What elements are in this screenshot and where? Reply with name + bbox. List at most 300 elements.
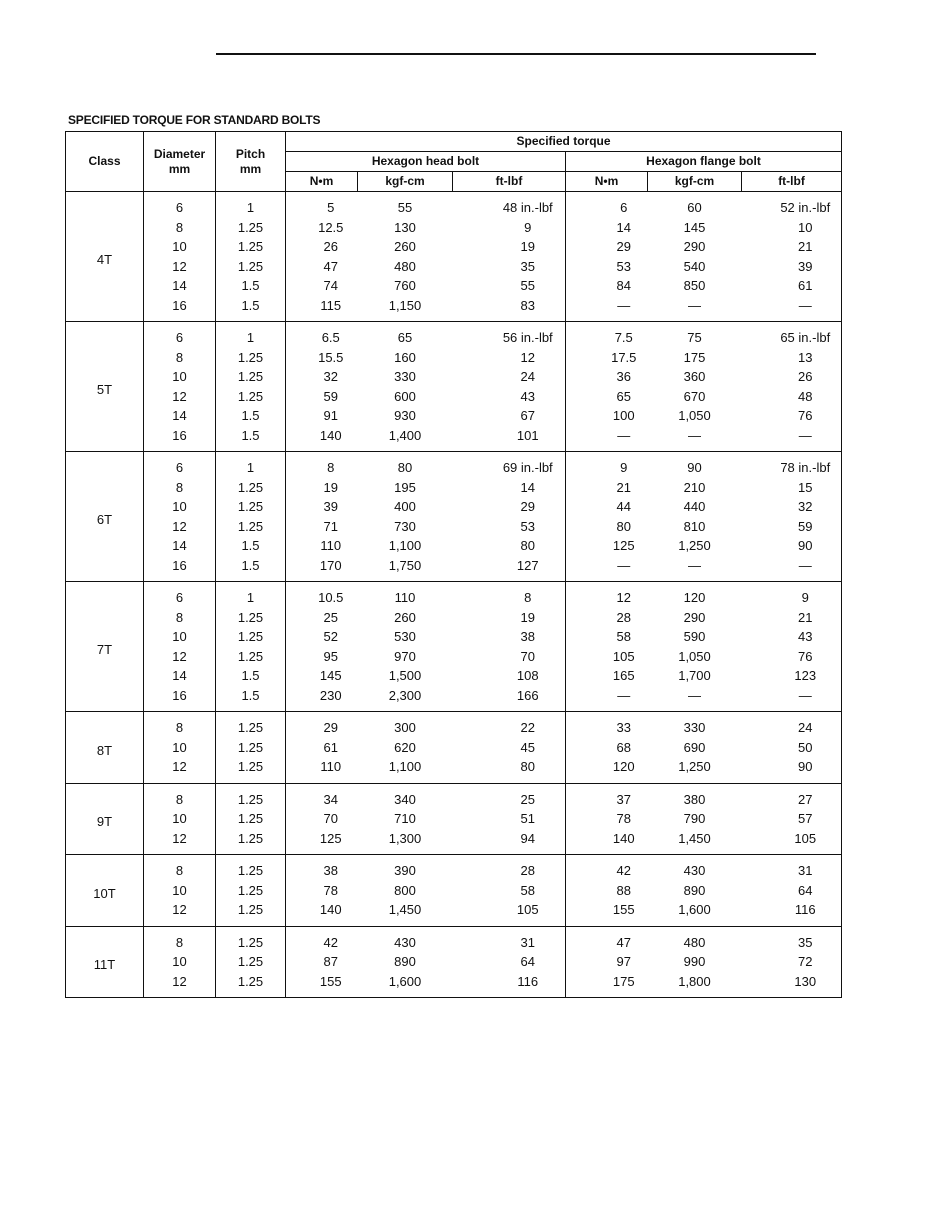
table-row xyxy=(66,426,842,452)
flange-nm-cell: 165 xyxy=(566,666,648,686)
head-kgf-cell: 300 xyxy=(394,720,416,735)
pitch-cell: 1.25 xyxy=(216,237,286,257)
head-kgf-cell: 710 xyxy=(394,811,416,826)
head-kgf-cell: 730 xyxy=(394,518,416,534)
head-kgf-cell: 55 xyxy=(397,200,413,215)
header-head-ftlbf: ft-lbf xyxy=(453,172,566,192)
table-row xyxy=(66,608,842,628)
pitch-cell: 1.25 xyxy=(216,627,286,647)
head-kgf-cell: 890 xyxy=(394,954,416,969)
flange-ftlbf-cell: 10 xyxy=(742,218,842,238)
pitch-cell: 1.25 xyxy=(216,712,286,738)
diameter-cell: 12 xyxy=(144,829,216,855)
flange-nm-cell: 88 xyxy=(566,881,648,901)
flange-ftlbf-cell: 59 xyxy=(742,517,842,537)
head-kgf-cell: 430 xyxy=(394,934,416,950)
head-nm-cell: 34 xyxy=(286,783,358,809)
flange-kgf-cell: 1,050 xyxy=(678,408,711,423)
head-kgf-cell: 1,500 xyxy=(388,668,422,683)
head-kgf-cell: 1,450 xyxy=(388,902,422,917)
diameter-cell: 16 xyxy=(144,556,216,582)
head-ftlbf-cell: 28 xyxy=(453,855,566,881)
pitch-cell: 1.5 xyxy=(216,276,286,296)
head-ftlbf-cell: 38 xyxy=(453,627,566,647)
head-nm-cell: 170 xyxy=(286,556,358,582)
table-row xyxy=(66,322,842,348)
class-cell: 6T xyxy=(66,452,144,582)
class-group-11t xyxy=(66,926,842,998)
diameter-cell: 8 xyxy=(144,926,216,952)
diameter-cell: 12 xyxy=(144,517,216,537)
head-kgf-cell: 620 xyxy=(394,739,416,755)
flange-ftlbf-cell: 90 xyxy=(742,536,842,556)
flange-ftlbf-cell: 90 xyxy=(742,757,842,783)
head-ftlbf-cell: 94 xyxy=(453,829,566,855)
head-nm-cell: 29 xyxy=(286,712,358,738)
header-flange-kgf: kgf-cm xyxy=(648,172,742,192)
table-row xyxy=(66,452,842,478)
pitch-cell: 1.25 xyxy=(216,348,286,368)
head-kgf-cell: 530 xyxy=(394,629,416,644)
head-nm-cell: 42 xyxy=(286,926,358,952)
flange-ftlbf-cell: 52 in.-lbf xyxy=(742,192,842,218)
pitch-cell: 1.25 xyxy=(216,478,286,498)
pitch-cell: 1.5 xyxy=(216,406,286,426)
flange-nm-cell: 65 xyxy=(566,387,648,407)
head-kgf-cell: 800 xyxy=(394,882,416,898)
flange-kgf-cell: 75 xyxy=(687,330,702,345)
head-kgf-cell: 1,100 xyxy=(388,759,422,774)
flange-ftlbf-cell: 32 xyxy=(742,497,842,517)
head-ftlbf-cell: 56 in.-lbf xyxy=(453,322,566,348)
flange-ftlbf-cell: 64 xyxy=(742,881,842,901)
header-head-kgf: kgf-cm xyxy=(358,172,453,192)
flange-kgf-cell: 1,800 xyxy=(678,973,711,989)
table-row xyxy=(66,952,842,972)
head-ftlbf-cell: 22 xyxy=(453,712,566,738)
header-class: Class xyxy=(66,132,144,192)
class-cell: 4T xyxy=(66,192,144,322)
head-ftlbf-cell: 83 xyxy=(453,296,566,322)
head-ftlbf-cell: 51 xyxy=(453,809,566,829)
table-row xyxy=(66,237,842,257)
flange-nm-cell: 53 xyxy=(566,257,648,277)
head-nm-cell: 25 xyxy=(286,608,358,628)
head-kgf-cell: 130 xyxy=(394,219,416,235)
diameter-cell: 8 xyxy=(144,218,216,238)
header-specified-torque: Specified torque xyxy=(286,132,842,152)
pitch-cell: 1.25 xyxy=(216,738,286,758)
flange-kgf-cell: 990 xyxy=(683,954,706,969)
flange-ftlbf-cell: — xyxy=(742,296,842,322)
flange-ftlbf-cell: 65 in.-lbf xyxy=(742,322,842,348)
head-kgf-cell: 110 xyxy=(394,590,416,605)
flange-ftlbf-cell: — xyxy=(742,556,842,582)
diameter-cell: 10 xyxy=(144,738,216,758)
header-pitch-label: Pitch xyxy=(235,146,266,161)
header-pitch xyxy=(216,132,286,192)
flange-nm-cell: 14 xyxy=(566,218,648,238)
flange-nm-cell: 100 xyxy=(566,406,648,426)
head-nm-cell: 52 xyxy=(286,627,358,647)
flange-ftlbf-cell: 13 xyxy=(742,348,842,368)
head-ftlbf-cell: 19 xyxy=(453,608,566,628)
pitch-cell: 1.25 xyxy=(216,757,286,783)
flange-kgf-cell: 690 xyxy=(683,739,706,755)
pitch-cell: 1.5 xyxy=(216,556,286,582)
flange-kgf-cell: 145 xyxy=(683,219,706,235)
diameter-cell: 8 xyxy=(144,712,216,738)
pitch-cell: 1.5 xyxy=(216,426,286,452)
head-nm-cell: 230 xyxy=(286,686,358,712)
head-kgf-cell: 330 xyxy=(394,369,416,384)
flange-ftlbf-cell: 9 xyxy=(742,582,842,608)
head-ftlbf-cell: 101 xyxy=(453,426,566,452)
pitch-cell: 1.25 xyxy=(216,809,286,829)
head-nm-cell: 74 xyxy=(286,276,358,296)
head-ftlbf-cell: 14 xyxy=(453,478,566,498)
pitch-cell: 1.5 xyxy=(216,296,286,322)
head-kgf-cell: 1,300 xyxy=(388,830,422,846)
flange-kgf-cell: 360 xyxy=(683,369,706,384)
head-nm-cell: 140 xyxy=(286,900,358,926)
head-nm-cell: 78 xyxy=(286,881,358,901)
flange-ftlbf-cell: 76 xyxy=(742,406,842,426)
head-nm-cell: 5 xyxy=(286,192,358,218)
flange-nm-cell: — xyxy=(566,426,648,452)
head-nm-cell: 155 xyxy=(286,972,358,998)
head-nm-cell: 12.5 xyxy=(286,218,358,238)
diameter-cell: 10 xyxy=(144,627,216,647)
head-nm-cell: 26 xyxy=(286,237,358,257)
flange-nm-cell: 33 xyxy=(566,712,648,738)
header-hex-flange-bolt: Hexagon flange bolt xyxy=(566,152,842,172)
head-kgf-cell: 195 xyxy=(394,479,416,495)
flange-ftlbf-cell: 21 xyxy=(742,237,842,257)
flange-kgf-cell: 1,700 xyxy=(678,668,711,683)
class-group-5t xyxy=(66,322,842,452)
flange-kgf-cell: 670 xyxy=(683,388,706,404)
diameter-cell: 8 xyxy=(144,478,216,498)
head-nm-cell: 19 xyxy=(286,478,358,498)
flange-nm-cell: 37 xyxy=(566,783,648,809)
pitch-cell: 1 xyxy=(216,322,286,348)
head-ftlbf-cell: 8 xyxy=(453,582,566,608)
table-row xyxy=(66,192,842,218)
flange-kgf-cell: 850 xyxy=(683,278,706,293)
head-ftlbf-cell: 29 xyxy=(453,497,566,517)
flange-ftlbf-cell: 72 xyxy=(742,952,842,972)
head-nm-cell: 71 xyxy=(286,517,358,537)
table-row xyxy=(66,855,842,881)
page-title: SPECIFIED TORQUE FOR STANDARD BOLTS xyxy=(68,113,321,127)
table-row xyxy=(66,257,842,277)
diameter-cell: 8 xyxy=(144,855,216,881)
diameter-cell: 8 xyxy=(144,608,216,628)
flange-kgf-cell: 330 xyxy=(683,720,706,735)
table-row xyxy=(66,556,842,582)
head-kgf-cell: 65 xyxy=(397,330,413,345)
flange-kgf-cell: 480 xyxy=(683,934,706,950)
class-group-7t xyxy=(66,582,842,712)
flange-nm-cell: 140 xyxy=(566,829,648,855)
table-row xyxy=(66,387,842,407)
flange-kgf-cell: 60 xyxy=(687,200,702,215)
head-kgf-cell: 260 xyxy=(394,239,416,254)
head-kgf-cell: 160 xyxy=(394,349,416,365)
pitch-cell: 1.25 xyxy=(216,497,286,517)
table-row xyxy=(66,406,842,426)
pitch-cell: 1.25 xyxy=(216,517,286,537)
diameter-cell: 16 xyxy=(144,426,216,452)
flange-kgf-cell: 440 xyxy=(683,499,706,514)
head-ftlbf-cell: 108 xyxy=(453,666,566,686)
pitch-cell: 1 xyxy=(216,582,286,608)
table-row xyxy=(66,348,842,368)
pitch-cell: 1.25 xyxy=(216,900,286,926)
header-diameter-unit: mm xyxy=(168,161,191,176)
table-row xyxy=(66,926,842,952)
flange-ftlbf-cell: 130 xyxy=(742,972,842,998)
head-ftlbf-cell: 9 xyxy=(453,218,566,238)
flange-kgf-cell: 430 xyxy=(683,863,706,878)
head-ftlbf-cell: 69 in.-lbf xyxy=(453,452,566,478)
head-ftlbf-cell: 19 xyxy=(453,237,566,257)
class-group-6t xyxy=(66,452,842,582)
flange-ftlbf-cell: 27 xyxy=(742,783,842,809)
head-nm-cell: 32 xyxy=(286,367,358,387)
table-row xyxy=(66,367,842,387)
head-kgf-cell: 970 xyxy=(394,648,416,664)
diameter-cell: 10 xyxy=(144,237,216,257)
table-row xyxy=(66,276,842,296)
head-nm-cell: 10.5 xyxy=(286,582,358,608)
flange-nm-cell: 44 xyxy=(566,497,648,517)
flange-nm-cell: 28 xyxy=(566,608,648,628)
flange-kgf-cell: 175 xyxy=(683,349,706,365)
diameter-cell: 10 xyxy=(144,881,216,901)
flange-ftlbf-cell: 57 xyxy=(742,809,842,829)
head-nm-cell: 70 xyxy=(286,809,358,829)
head-kgf-cell: 1,100 xyxy=(388,538,422,553)
table-row xyxy=(66,881,842,901)
table-row xyxy=(66,627,842,647)
flange-kgf-cell: 540 xyxy=(683,258,706,274)
pitch-cell: 1.25 xyxy=(216,367,286,387)
flange-nm-cell: 47 xyxy=(566,926,648,952)
table-row xyxy=(66,972,842,998)
header-diameter-label: Diameter xyxy=(153,146,206,161)
diameter-cell: 8 xyxy=(144,348,216,368)
table-row xyxy=(66,517,842,537)
flange-nm-cell: — xyxy=(566,556,648,582)
flange-kgf-cell: 1,250 xyxy=(678,759,711,774)
flange-kgf-cell: 120 xyxy=(683,590,706,605)
flange-ftlbf-cell: — xyxy=(742,686,842,712)
head-nm-cell: 140 xyxy=(286,426,358,452)
diameter-cell: 10 xyxy=(144,952,216,972)
flange-kgf-cell: — xyxy=(688,297,701,313)
diameter-cell: 10 xyxy=(144,809,216,829)
flange-nm-cell: — xyxy=(566,296,648,322)
flange-ftlbf-cell: 48 xyxy=(742,387,842,407)
pitch-cell: 1.25 xyxy=(216,608,286,628)
flange-kgf-cell: 810 xyxy=(683,518,706,534)
head-ftlbf-cell: 67 xyxy=(453,406,566,426)
table-row xyxy=(66,666,842,686)
pitch-cell: 1.25 xyxy=(216,829,286,855)
table-row xyxy=(66,783,842,809)
pitch-cell: 1.5 xyxy=(216,686,286,712)
head-kgf-cell: 1,400 xyxy=(388,427,422,443)
head-ftlbf-cell: 25 xyxy=(453,783,566,809)
diameter-cell: 12 xyxy=(144,900,216,926)
diameter-cell: 12 xyxy=(144,647,216,667)
flange-nm-cell: 125 xyxy=(566,536,648,556)
header-pitch-unit: mm xyxy=(239,161,262,176)
diameter-cell: 10 xyxy=(144,497,216,517)
flange-kgf-cell: 1,600 xyxy=(678,902,711,917)
diameter-cell: 12 xyxy=(144,387,216,407)
flange-ftlbf-cell: 116 xyxy=(742,900,842,926)
head-kgf-cell: 2,300 xyxy=(388,687,422,703)
head-nm-cell: 125 xyxy=(286,829,358,855)
table-row xyxy=(66,497,842,517)
flange-nm-cell: 7.5 xyxy=(566,322,648,348)
diameter-cell: 14 xyxy=(144,406,216,426)
pitch-cell: 1.25 xyxy=(216,952,286,972)
table-row xyxy=(66,296,842,322)
head-ftlbf-cell: 116 xyxy=(453,972,566,998)
flange-nm-cell: 84 xyxy=(566,276,648,296)
pitch-cell: 1.25 xyxy=(216,972,286,998)
table-row xyxy=(66,900,842,926)
head-kgf-cell: 480 xyxy=(394,258,416,274)
head-ftlbf-cell: 35 xyxy=(453,257,566,277)
table-header xyxy=(66,132,842,192)
table-row xyxy=(66,757,842,783)
head-kgf-cell: 80 xyxy=(397,460,413,475)
head-nm-cell: 47 xyxy=(286,257,358,277)
flange-nm-cell: — xyxy=(566,686,648,712)
pitch-cell: 1.25 xyxy=(216,218,286,238)
pitch-cell: 1.25 xyxy=(216,881,286,901)
top-rule xyxy=(216,53,816,55)
class-group-8t xyxy=(66,712,842,784)
table-row xyxy=(66,738,842,758)
head-kgf-cell: 390 xyxy=(394,863,416,878)
head-ftlbf-cell: 43 xyxy=(453,387,566,407)
flange-ftlbf-cell: 24 xyxy=(742,712,842,738)
head-kgf-cell: 1,150 xyxy=(388,297,422,313)
head-nm-cell: 115 xyxy=(286,296,358,322)
header-diameter xyxy=(144,132,216,192)
head-kgf-cell: 1,750 xyxy=(388,557,422,573)
flange-ftlbf-cell: 15 xyxy=(742,478,842,498)
flange-ftlbf-cell: 21 xyxy=(742,608,842,628)
flange-nm-cell: 155 xyxy=(566,900,648,926)
pitch-cell: 1.25 xyxy=(216,855,286,881)
head-ftlbf-cell: 80 xyxy=(453,536,566,556)
head-ftlbf-cell: 166 xyxy=(453,686,566,712)
flange-kgf-cell: — xyxy=(688,427,701,443)
class-cell: 11T xyxy=(66,926,144,998)
flange-ftlbf-cell: 123 xyxy=(742,666,842,686)
flange-ftlbf-cell: 35 xyxy=(742,926,842,952)
head-ftlbf-cell: 24 xyxy=(453,367,566,387)
table-row xyxy=(66,478,842,498)
flange-ftlbf-cell: 50 xyxy=(742,738,842,758)
head-kgf-cell: 600 xyxy=(394,388,416,404)
class-cell: 9T xyxy=(66,783,144,855)
diameter-cell: 12 xyxy=(144,972,216,998)
pitch-cell: 1.25 xyxy=(216,783,286,809)
head-kgf-cell: 1,600 xyxy=(388,973,422,989)
head-ftlbf-cell: 12 xyxy=(453,348,566,368)
head-ftlbf-cell: 105 xyxy=(453,900,566,926)
flange-ftlbf-cell: 43 xyxy=(742,627,842,647)
diameter-cell: 14 xyxy=(144,276,216,296)
table-row xyxy=(66,712,842,738)
head-nm-cell: 15.5 xyxy=(286,348,358,368)
head-ftlbf-cell: 53 xyxy=(453,517,566,537)
flange-kgf-cell: 590 xyxy=(683,629,706,644)
head-nm-cell: 91 xyxy=(286,406,358,426)
class-cell: 5T xyxy=(66,322,144,452)
head-ftlbf-cell: 55 xyxy=(453,276,566,296)
head-nm-cell: 6.5 xyxy=(286,322,358,348)
head-nm-cell: 87 xyxy=(286,952,358,972)
flange-kgf-cell: 290 xyxy=(683,239,706,254)
diameter-cell: 14 xyxy=(144,536,216,556)
head-ftlbf-cell: 31 xyxy=(453,926,566,952)
head-nm-cell: 59 xyxy=(286,387,358,407)
pitch-cell: 1.25 xyxy=(216,926,286,952)
flange-ftlbf-cell: 105 xyxy=(742,829,842,855)
head-ftlbf-cell: 127 xyxy=(453,556,566,582)
head-ftlbf-cell: 70 xyxy=(453,647,566,667)
flange-kgf-cell: 1,050 xyxy=(678,648,711,664)
diameter-cell: 6 xyxy=(144,452,216,478)
table-row xyxy=(66,536,842,556)
flange-nm-cell: 42 xyxy=(566,855,648,881)
flange-kgf-cell: 1,250 xyxy=(678,538,711,553)
flange-nm-cell: 78 xyxy=(566,809,648,829)
class-cell: 7T xyxy=(66,582,144,712)
class-cell: 8T xyxy=(66,712,144,784)
head-ftlbf-cell: 45 xyxy=(453,738,566,758)
class-group-9t xyxy=(66,783,842,855)
flange-nm-cell: 97 xyxy=(566,952,648,972)
head-nm-cell: 110 xyxy=(286,757,358,783)
flange-kgf-cell: 790 xyxy=(683,811,706,826)
flange-nm-cell: 12 xyxy=(566,582,648,608)
flange-nm-cell: 175 xyxy=(566,972,648,998)
diameter-cell: 14 xyxy=(144,666,216,686)
head-kgf-cell: 340 xyxy=(394,791,416,807)
flange-kgf-cell: — xyxy=(688,687,701,703)
head-nm-cell: 145 xyxy=(286,666,358,686)
pitch-cell: 1 xyxy=(216,192,286,218)
diameter-cell: 16 xyxy=(144,296,216,322)
flange-ftlbf-cell: — xyxy=(742,426,842,452)
flange-kgf-cell: — xyxy=(688,557,701,573)
flange-kgf-cell: 290 xyxy=(683,609,706,625)
pitch-cell: 1.5 xyxy=(216,536,286,556)
diameter-cell: 16 xyxy=(144,686,216,712)
head-nm-cell: 61 xyxy=(286,738,358,758)
head-kgf-cell: 260 xyxy=(394,609,416,625)
